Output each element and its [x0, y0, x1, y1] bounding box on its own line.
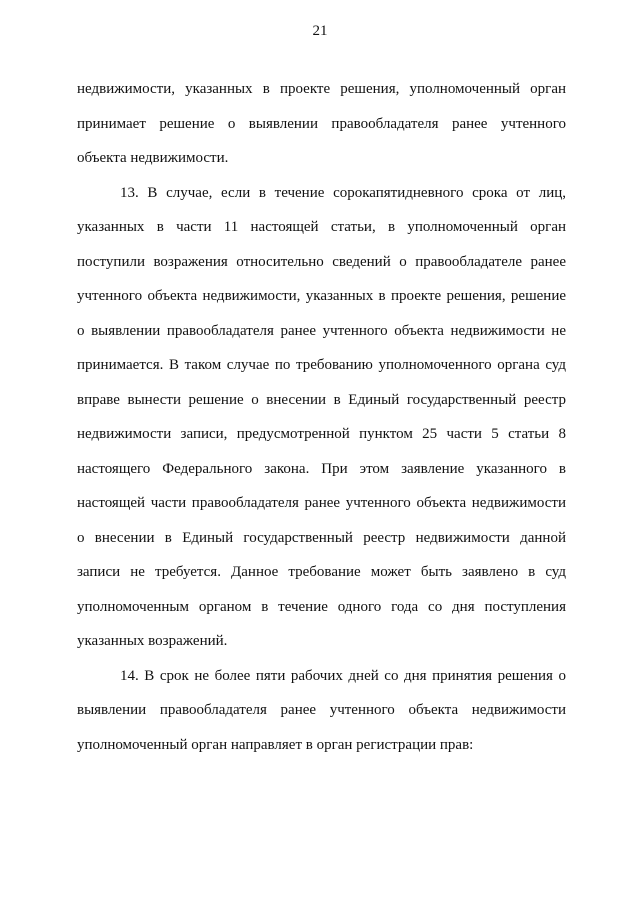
- paragraph-continuation: [77, 72, 566, 176]
- paragraph-13: [77, 176, 566, 659]
- text-line: о выявлении правообладателя ранее учтенного объекта недвижимости не: [77, 322, 566, 339]
- text-line: вправе вынести решение о внесении в Единый государственный реестр: [77, 391, 566, 408]
- text-line: настоящего Федерального закона. При этом заявление указанного в: [77, 460, 566, 477]
- text-line: недвижимости, указанных в проекте решения, уполномоченный орган: [77, 81, 566, 97]
- text-line: поступили возражения относительно сведений о правообладателе ранее: [77, 253, 566, 270]
- paragraph-14: [77, 659, 566, 763]
- text-line: настоящей части правообладателя ранее учтенного объекта недвижимости: [77, 495, 566, 511]
- text-line: 13. В случае, если в течение сорокапятидневного срока от лиц,: [120, 184, 566, 201]
- text-line: указанных в части 11 настоящей статьи, в уполномоченный орган: [77, 219, 566, 235]
- page-number: 21: [312, 23, 328, 39]
- text-line: принимается. В таком случае по требованию уполномоченного органа суд: [77, 357, 566, 373]
- text-line: записи не требуется. Данное требование может быть заявлено в суд: [77, 564, 566, 580]
- text-line: 14. В срок не более пяти рабочих дней со дня принятия решения о: [120, 667, 566, 684]
- text-line: недвижимости записи, предусмотренной пунктом 25 части 5 статьи 8: [77, 426, 566, 442]
- text-line: выявлении правообладателя ранее учтенного объекта недвижимости: [77, 702, 566, 718]
- text-line: учтенного объекта недвижимости, указанных в проекте решения, решение: [77, 288, 566, 304]
- text-line: объекта недвижимости.: [77, 150, 229, 166]
- text-line: о внесении в Единый государственный реестр недвижимости данной: [77, 529, 566, 546]
- text-line: уполномоченный орган направляет в орган регистрации прав:: [77, 736, 474, 753]
- text-line: указанных возражений.: [77, 633, 228, 649]
- text-line: принимает решение о выявлении правообладателя ранее учтенного: [77, 115, 566, 132]
- text-line: уполномоченным органом в течение одного года со дня поступления: [77, 598, 566, 615]
- document-body: [77, 72, 566, 762]
